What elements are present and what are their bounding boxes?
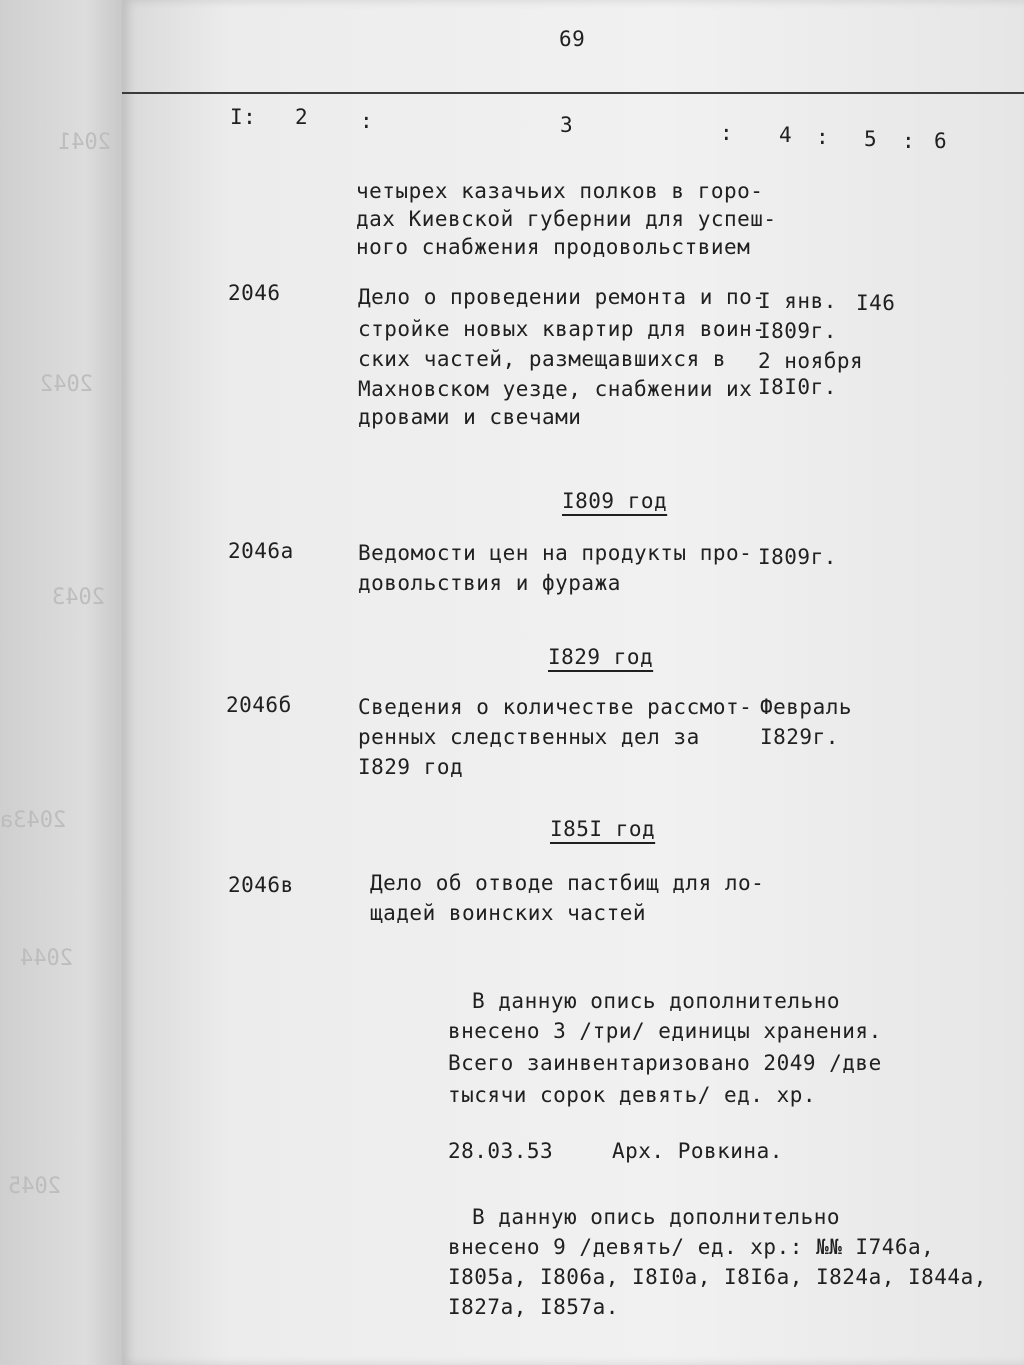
entry-date-line: I янв. bbox=[758, 289, 837, 313]
closing-note-line: внесено 3 /три/ единицы хранения. bbox=[448, 1019, 882, 1043]
entry-title-line: щадей воинских частей bbox=[370, 901, 647, 925]
column-separator: : bbox=[816, 125, 830, 149]
entry-title-line: I829 год bbox=[358, 755, 464, 779]
ghost-number: 2043а bbox=[0, 808, 67, 833]
ghost-number: 2042 bbox=[40, 372, 93, 397]
entry-date-line: 2 ноября bbox=[758, 349, 864, 373]
closing-note-line: В данную опись дополнительно bbox=[472, 1205, 841, 1229]
column-header-3: 3 bbox=[560, 113, 574, 137]
entry-date-line: Февраль bbox=[760, 695, 853, 719]
carryover-line: четырех казачьих полков в горо- bbox=[356, 179, 764, 203]
column-separator: : bbox=[720, 121, 734, 145]
document-page bbox=[122, 0, 1024, 1365]
closing-note-line: тысячи сорок девять/ ед. хр. bbox=[448, 1083, 817, 1107]
entry-title-line: ренных следственных дел за bbox=[358, 725, 700, 749]
entry-title-line: ских частей, размещавшихся в bbox=[358, 347, 727, 371]
left-page-edge bbox=[0, 0, 122, 1365]
column-separator: : bbox=[902, 129, 916, 153]
entry-number: 2046в bbox=[228, 873, 294, 897]
column-header-2: 2 bbox=[295, 105, 309, 129]
entry-title-line: дровами и свечами bbox=[358, 405, 582, 429]
entry-title-line: Ведомости цен на продукты про- bbox=[358, 541, 753, 565]
entry-title-line: Махновском уезде, снабжении их bbox=[358, 377, 753, 401]
entry-number: 2046а bbox=[228, 539, 294, 563]
carryover-line: дах Киевской губернии для успеш- bbox=[356, 207, 777, 231]
closing-note-line: В данную опись дополнительно bbox=[472, 989, 841, 1013]
entry-date-line: I8I0г. bbox=[758, 375, 837, 399]
page-number: 69 bbox=[559, 27, 586, 51]
ghost-number: 2044 bbox=[20, 946, 73, 971]
entry-number: 2046б bbox=[226, 693, 292, 717]
entry-title-line: Дело об отводе пастбищ для ло- bbox=[370, 871, 765, 895]
ghost-number: 2045 bbox=[8, 1174, 61, 1199]
closing-note-line: I827а, I857а. bbox=[448, 1295, 619, 1319]
carryover-line: ного снабжения продовольствием bbox=[356, 235, 751, 259]
entry-title-line: стройке новых квартир для воин- bbox=[358, 317, 766, 341]
ghost-number: 2041 bbox=[58, 130, 111, 155]
entry-date-line: I809г. bbox=[758, 545, 837, 569]
column-header-1: I: bbox=[230, 105, 257, 129]
entry-title-line: Сведения о количестве рассмот- bbox=[358, 695, 753, 719]
entry-title-line: довольствия и фуража bbox=[358, 571, 621, 595]
entry-title-line: Дело о проведении ремонта и по- bbox=[358, 285, 766, 309]
ghost-number: 2043 bbox=[52, 585, 105, 610]
closing-note-line: Всего заинвентаризовано 2049 /две bbox=[448, 1051, 882, 1075]
column-header-6: 6 bbox=[934, 129, 948, 153]
column-header-4: 4 bbox=[779, 123, 793, 147]
year-heading: I829 год bbox=[548, 645, 654, 669]
column-header-5: 5 bbox=[864, 127, 878, 151]
entry-date-line: I829г. bbox=[760, 725, 839, 749]
year-heading: I85I год bbox=[550, 817, 656, 841]
signature-date: 28.03.53 bbox=[448, 1139, 554, 1163]
entry-date-line: I809г. bbox=[758, 319, 837, 343]
entry-number: 2046 bbox=[228, 281, 281, 305]
closing-note-line: I805а, I806а, I8I0а, I8I6а, I824а, I844а, bbox=[448, 1265, 987, 1289]
column-separator: : bbox=[360, 109, 374, 133]
signature-name: Арх. Ровкина. bbox=[612, 1139, 783, 1163]
header-rule bbox=[122, 92, 1024, 94]
closing-note-line: внесено 9 /девять/ ед. хр.: №№ I746а, bbox=[448, 1235, 935, 1259]
year-heading: I809 год bbox=[562, 489, 668, 513]
entry-sheets: I46 bbox=[856, 291, 896, 315]
